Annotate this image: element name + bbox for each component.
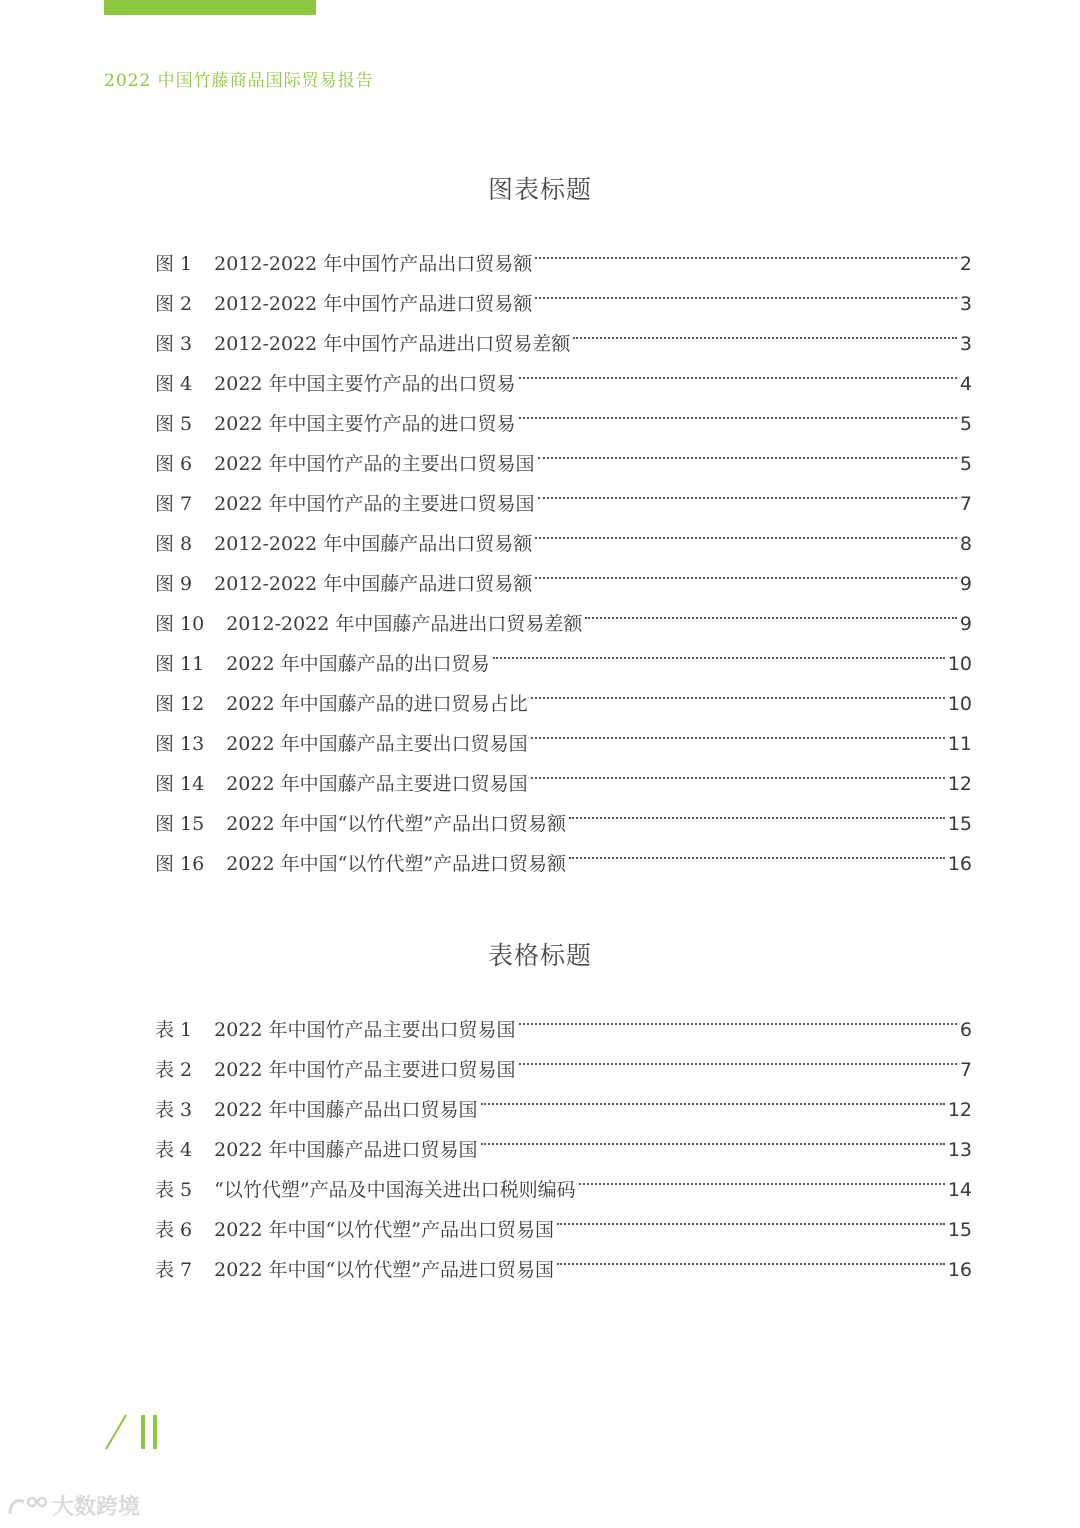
dot-leader: [538, 430, 957, 470]
figure-entry-label: 图 2: [155, 293, 193, 315]
dot-leader: [535, 510, 957, 550]
dot-leader: [481, 1076, 945, 1116]
figure-entry-label: 图 13: [155, 733, 205, 755]
table-entry-label: 表 5: [155, 1179, 193, 1201]
table-entry-title: 2022 年中国藤产品进口贸易国: [214, 1139, 478, 1161]
dot-leader: [585, 590, 957, 630]
figure-entry-page-number: 15: [947, 813, 972, 835]
figure-entry-title: 2022 年中国藤产品主要出口贸易国: [226, 733, 528, 755]
table-entry-title: “以竹代塑”产品及中国海关进出口税则编码: [214, 1179, 576, 1201]
figure-entry-page-number: 10: [947, 653, 972, 675]
dot-leader: [557, 1196, 945, 1236]
dot-leader: [493, 630, 945, 670]
table-entry-title: 2022 年中国“以竹代塑”产品出口贸易国: [214, 1219, 554, 1241]
figure-entry-label: 图 16: [155, 853, 205, 875]
table-entry-label: 表 4: [155, 1139, 193, 1161]
figure-entry-label: 图 6: [155, 453, 193, 475]
figure-entry-label: 图 5: [155, 413, 193, 435]
table-entry-page-number: 15: [947, 1219, 972, 1241]
tables-list: [155, 996, 972, 1281]
dot-leader: [535, 550, 957, 590]
table-entry-label: 表 3: [155, 1099, 193, 1121]
dot-leader: [519, 1036, 957, 1076]
figure-entry-label: 图 12: [155, 693, 205, 715]
figure-entry-page-number: 4: [959, 373, 972, 395]
figure-entry-label: 图 11: [155, 653, 205, 675]
table-entry-page-number: 12: [947, 1099, 972, 1121]
figure-entry-page-number: 5: [959, 413, 972, 435]
figure-entry-page-number: 9: [959, 573, 972, 595]
dot-leader: [531, 750, 945, 790]
dot-leader: [535, 270, 957, 310]
figure-entry-title: 2022 年中国“以竹代塑”产品出口贸易额: [226, 813, 567, 835]
dot-leader: [531, 710, 945, 750]
figure-entry-page-number: 3: [959, 333, 972, 355]
table-entry-title: 2022 年中国竹产品主要进口贸易国: [214, 1059, 516, 1081]
figure-entry-title: 2012-2022 年中国藤产品进口贸易额: [214, 573, 533, 595]
figure-entry-title: 2022 年中国“以竹代塑”产品进口贸易额: [226, 853, 567, 875]
figure-entry-title: 2022 年中国藤产品的出口贸易: [226, 653, 490, 675]
figure-entry-title: 2012-2022 年中国竹产品进出口贸易差额: [214, 333, 571, 355]
dot-leader: [531, 670, 945, 710]
figure-entry-label: 图 15: [155, 813, 205, 835]
figure-entry-title: 2012-2022 年中国藤产品进出口贸易差额: [226, 613, 583, 635]
table-entry-page-number: 16: [947, 1259, 972, 1281]
figure-entry-title: 2012-2022 年中国竹产品进口贸易额: [214, 293, 533, 315]
figure-entry-title: 2022 年中国藤产品主要进口贸易国: [226, 773, 528, 795]
figure-entry-title: 2022 年中国藤产品的进口贸易占比: [226, 693, 528, 715]
table-entry-label: 表 7: [155, 1259, 193, 1281]
dot-leader: [519, 350, 957, 390]
dot-leader: [569, 790, 945, 830]
dot-leader: [579, 1156, 945, 1196]
figure-entry-title: 2012-2022 年中国竹产品出口贸易额: [214, 253, 533, 275]
figure-entry-label: 图 3: [155, 333, 193, 355]
table-entry-title: 2022 年中国“以竹代塑”产品进口贸易国: [214, 1259, 554, 1281]
table-entry[interactable]: [155, 996, 972, 1041]
figure-entry-page-number: 16: [947, 853, 972, 875]
figure-entry-page-number: 12: [947, 773, 972, 795]
figure-entry-page-number: 2: [959, 253, 972, 275]
figure-entry-title: 2022 年中国主要竹产品的出口贸易: [214, 373, 516, 395]
table-entry-page-number: 13: [947, 1139, 972, 1161]
figure-entry-label: 图 1: [155, 253, 193, 275]
table-entry-page-number: 14: [947, 1179, 972, 1201]
watermark-text: 大数跨境: [52, 1495, 141, 1520]
figure-entry-label: 图 8: [155, 533, 193, 555]
header-accent-bar: [104, 0, 316, 15]
table-entry-label: 表 2: [155, 1059, 193, 1081]
figure-entry-title: 2012-2022 年中国藤产品出口贸易额: [214, 533, 533, 555]
figure-entry[interactable]: [155, 230, 972, 275]
dot-leader: [538, 470, 957, 510]
table-entry-title: 2022 年中国竹产品主要出口贸易国: [214, 1019, 516, 1041]
figure-entry-page-number: 8: [959, 533, 972, 555]
dot-leader: [535, 230, 957, 270]
figure-entry-title: 2022 年中国竹产品的主要出口贸易国: [214, 453, 535, 475]
figure-entry-label: 图 9: [155, 573, 193, 595]
dot-leader: [481, 1116, 945, 1156]
figure-entry-label: 图 14: [155, 773, 205, 795]
dot-leader: [519, 996, 957, 1036]
figures-list: [155, 230, 972, 875]
dot-leader: [519, 390, 957, 430]
watermark: [6, 1490, 140, 1521]
table-entry-label: 表 1: [155, 1019, 193, 1041]
figure-entry-page-number: 7: [959, 493, 972, 515]
figure-entry-title: 2022 年中国竹产品的主要进口贸易国: [214, 493, 535, 515]
dot-leader: [557, 1236, 945, 1276]
figure-entry-label: 图 4: [155, 373, 193, 395]
figure-entry-label: 图 10: [155, 613, 205, 635]
table-entry-label: 表 6: [155, 1219, 193, 1241]
dot-leader: [573, 310, 957, 350]
page-number-mark: [104, 1412, 164, 1456]
table-entry-title: 2022 年中国藤产品出口贸易国: [214, 1099, 478, 1121]
watermark-logo-icon: [6, 1494, 48, 1518]
figure-entry-title: 2022 年中国主要竹产品的进口贸易: [214, 413, 516, 435]
figure-entry-page-number: 5: [959, 453, 972, 475]
figure-entry-page-number: 9: [959, 613, 972, 635]
tables-section-title: 表格标题: [487, 941, 592, 970]
figure-entry-page-number: 11: [947, 733, 972, 755]
table-entry-page-number: 6: [959, 1019, 972, 1041]
roman-numeral-ii-graphic: [104, 1412, 164, 1452]
figure-entry-page-number: 10: [947, 693, 972, 715]
dot-leader: [569, 830, 945, 870]
report-header-title: 2022 中国竹藤商品国际贸易报告: [104, 71, 374, 91]
figure-entry-label: 图 7: [155, 493, 193, 515]
figures-section-title: 图表标题: [487, 175, 592, 204]
table-entry-page-number: 7: [959, 1059, 972, 1081]
figure-entry-page-number: 3: [959, 293, 972, 315]
